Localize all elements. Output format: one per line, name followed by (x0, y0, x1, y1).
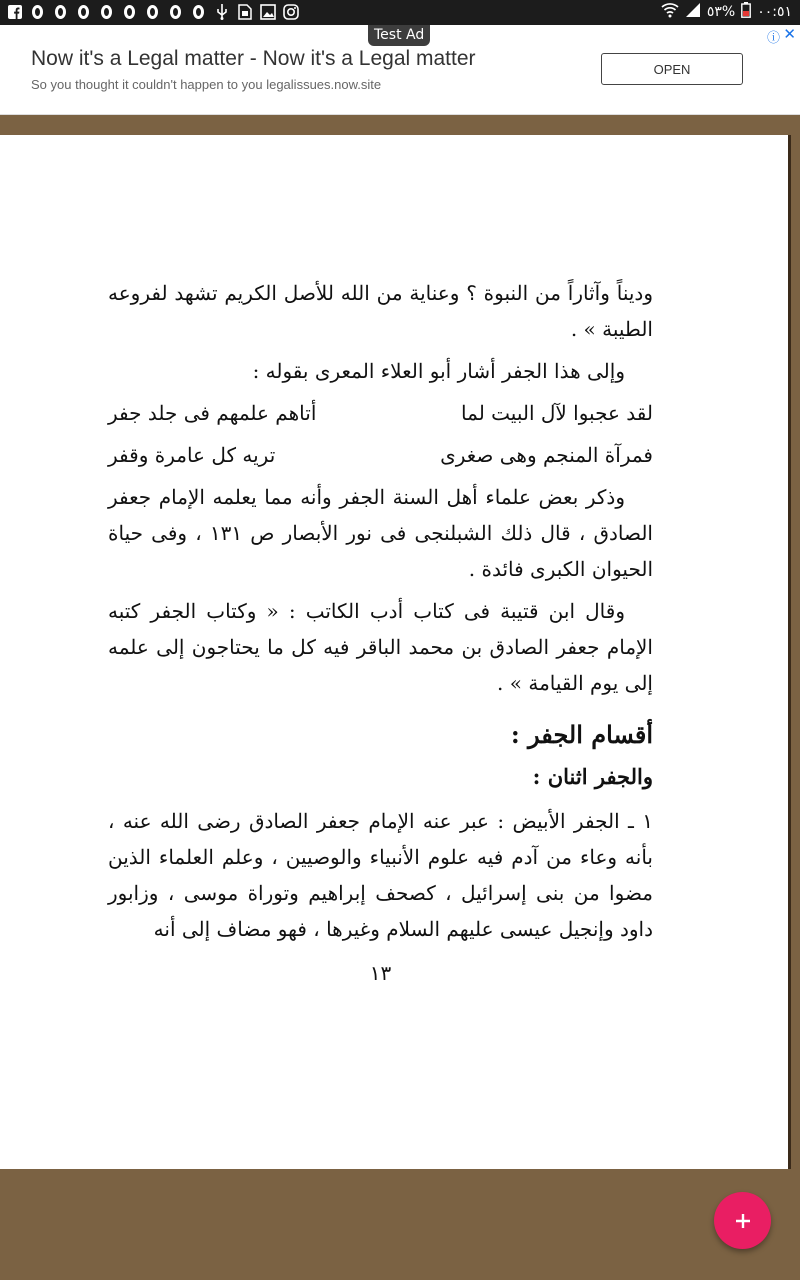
battery-icon (741, 2, 751, 22)
status-bar (0, 0, 800, 25)
document-page[interactable] (0, 135, 791, 1169)
notification-ring-icon (52, 3, 69, 20)
ad-close-icon[interactable]: ✕ (783, 25, 796, 43)
clock: ٠٠:٥١ (757, 4, 792, 20)
signal-icon (685, 2, 701, 22)
paragraph: وإلى هذا الجفر أشار أبو العلاء المعرى بقوله : (252, 359, 625, 383)
battery-percent: ٥٣% (706, 4, 736, 20)
notification-ring-icon (121, 3, 138, 20)
notification-ring-icon (190, 3, 207, 20)
ad-info-icon[interactable]: ⓘ (766, 31, 780, 46)
test-ad-badge: Test Ad (368, 25, 430, 46)
ad-title[interactable]: Now it's a Legal matter - Now it's a Legal matter (31, 47, 476, 70)
instagram-icon (282, 3, 299, 20)
usb-icon (213, 3, 230, 20)
paragraph: وقال ابن قتيبة فى كتاب أدب الكاتب : « وكتاب الجفر كتبه الإمام جعفر الصادق بن محمد الباقر فيه كل ما يحتاجون إلى علمه إلى يوم القيامة » . (108, 599, 653, 695)
facebook-icon (6, 3, 23, 20)
plus-icon (734, 1212, 752, 1230)
ad-banner[interactable] (0, 25, 800, 115)
poem-verse (108, 437, 653, 473)
page-number: ١٣ (369, 961, 392, 985)
paragraph: وديناً وآثاراً من النبوة ؟ وعناية من الله للأصل الكريم تشهد لفروعه الطيبة » . (108, 281, 653, 341)
notification-ring-icon (98, 3, 115, 20)
paragraph: ١ ـ الجفر الأبيض : عبر عنه الإمام جعفر الصادق رضى الله عنه ، بأنه وعاء من آدم فيه علوم الأنبياء والوصيين ، وعلم العلماء الذين مضوا من بنى إسرائيل ، كصحف إبراهيم وتوراة موسى ، وزابور داود وإنجيل عيسى عليهم السلام وغيرها ، فهو مضاف إلى أنه (108, 809, 653, 941)
notification-ring-icon (144, 3, 161, 20)
verse-hemistich: فمرآة المنجم وهى صغرى (440, 443, 653, 467)
section-heading: أقسام الجفر : (510, 720, 653, 749)
notification-ring-icon (29, 3, 46, 20)
ad-open-button[interactable]: OPEN (601, 53, 743, 85)
page-text (108, 275, 653, 997)
section-subheading: والجفر اثنان : (532, 764, 653, 789)
paragraph: وذكر بعض علماء أهل السنة الجفر وأنه مما يعلمه الإمام جعفر الصادق ، قال ذلك الشبلنجى فى نور الأبصار ص ١٣١ ، وفى حياة الحيوان الكبرى فائدة . (108, 485, 653, 581)
wifi-icon (661, 2, 679, 22)
ad-subtitle[interactable]: So you thought it couldn't happen to you legalissues.now.site (31, 77, 382, 92)
system-indicators (661, 2, 792, 22)
notification-ring-icon (167, 3, 184, 20)
poem-verse (108, 395, 653, 431)
verse-hemistich: أتاهم علمهم فى جلد جفر (108, 401, 317, 425)
sim-icon (236, 3, 253, 20)
notification-icons (6, 3, 299, 20)
add-fab-button[interactable] (714, 1192, 771, 1249)
notification-ring-icon (75, 3, 92, 20)
verse-hemistich: تريه كل عامرة وقفر (108, 443, 276, 467)
gallery-icon (259, 3, 276, 20)
verse-hemistich: لقد عجبوا لآل البيت لما (461, 401, 653, 425)
